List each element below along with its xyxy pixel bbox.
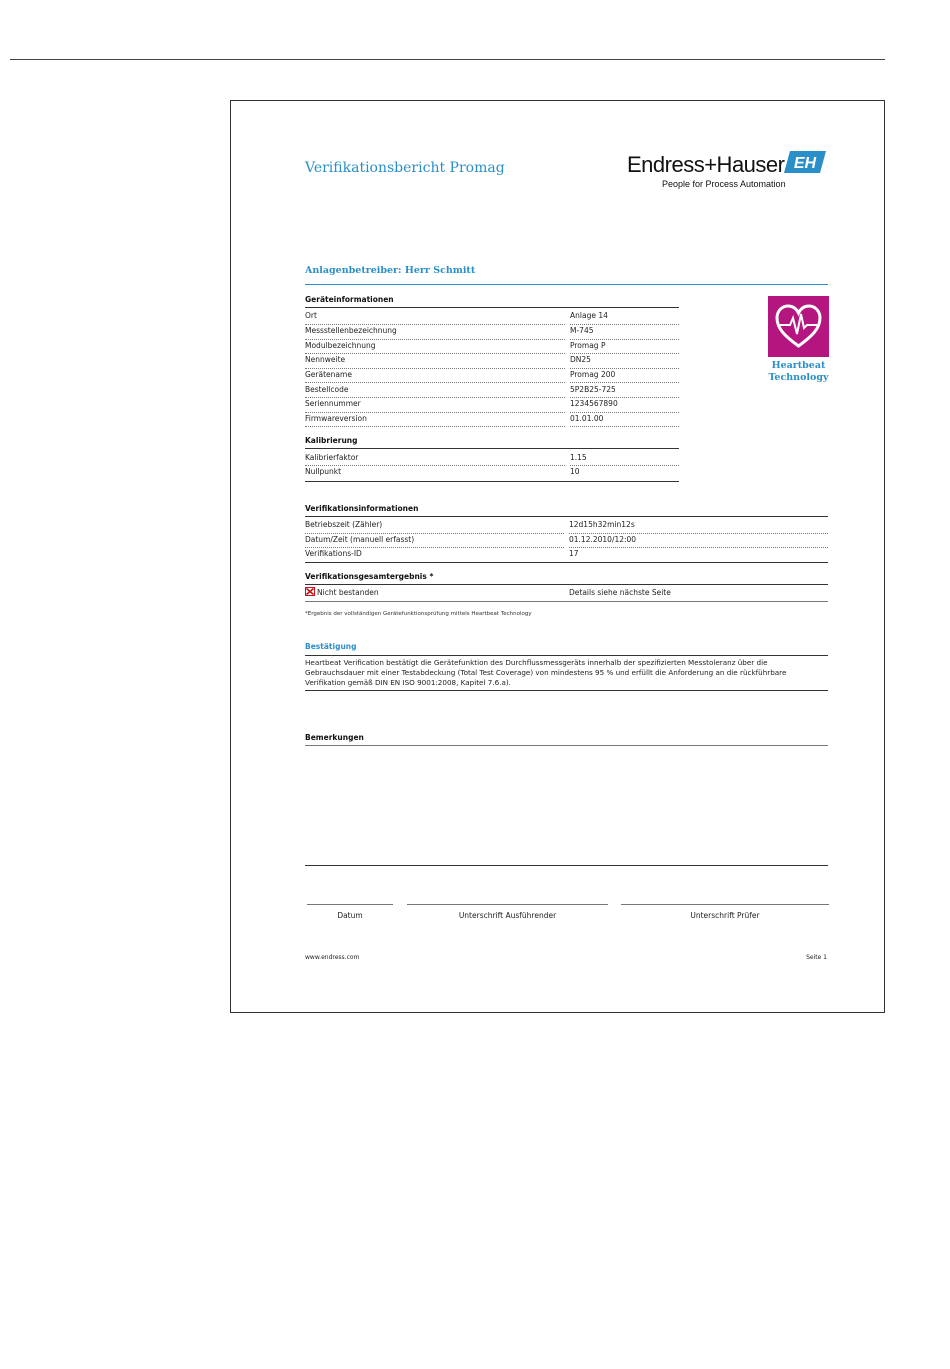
device-info-value: M-745	[570, 326, 594, 335]
operator-heading: Anlagenbetreiber: Herr Schmitt	[305, 265, 476, 276]
row-divider	[305, 353, 565, 354]
verification-report	[230, 100, 885, 1013]
row-divider	[305, 368, 565, 369]
overall-result-status: Nicht bestanden	[317, 588, 379, 597]
row-divider	[570, 465, 679, 466]
remarks-area[interactable]	[305, 747, 828, 865]
row-divider	[305, 465, 565, 466]
overall-result-rule	[305, 584, 828, 585]
row-divider	[305, 533, 564, 534]
device-info-label: Modulbezeichnung	[305, 341, 376, 350]
footer-page-number: Seite 1	[806, 954, 827, 961]
device-info-value: Anlage 14	[570, 311, 608, 320]
device-info-value: DN25	[570, 355, 591, 364]
row-divider	[305, 339, 565, 340]
verification-info-heading: Verifikationsinformationen	[305, 504, 419, 513]
verification-info-value: 17	[569, 549, 579, 558]
device-info-value: 01.01.00	[570, 414, 604, 423]
calibration-heading: Kalibrierung	[305, 436, 358, 445]
device-info-label: Nennweite	[305, 355, 346, 364]
verification-info-label: Datum/Zeit (manuell erfasst)	[305, 535, 415, 544]
verification-info-label: Betriebszeit (Zähler)	[305, 520, 383, 529]
brand-tagline: People for Process Automation	[662, 179, 786, 189]
row-divider	[305, 382, 565, 383]
device-info-label: Gerätename	[305, 370, 352, 379]
device-info-value: Promag P	[570, 341, 606, 350]
row-divider	[570, 324, 679, 325]
signature-inspector-label: Unterschrift Prüfer	[690, 911, 760, 920]
row-divider	[570, 397, 679, 398]
row-divider	[570, 412, 679, 413]
device-info-label: Firmwareversion	[305, 414, 367, 423]
signature-line-date	[307, 904, 393, 905]
row-divider	[570, 353, 679, 354]
overall-result-footnote: *Ergebnis der vollständigen Gerätefunktionsprüfung mittels Heartbeat Technology	[305, 611, 532, 617]
report-title: Verifikationsbericht Promag	[305, 160, 505, 176]
row-divider	[305, 412, 565, 413]
calibration-value: 10	[570, 467, 580, 476]
heartbeat-label	[751, 360, 846, 384]
calibration-value: 1.15	[570, 453, 587, 462]
device-info-value: Promag 200	[570, 370, 616, 379]
row-divider	[570, 382, 679, 383]
remarks-heading: Bemerkungen	[305, 733, 364, 742]
device-info-label: Ort	[305, 311, 317, 320]
verification-info-value: 12d15h32min12s	[569, 520, 635, 529]
device-info-label: Seriennummer	[305, 399, 361, 408]
heartbeat-logo	[768, 296, 829, 357]
svg-text:EH: EH	[793, 155, 817, 172]
calibration-label: Nullpunkt	[305, 467, 342, 476]
overall-result-heading: Verifikationsgesamtergebnis *	[305, 572, 434, 581]
fail-cross-icon	[305, 587, 315, 596]
row-divider	[305, 547, 564, 548]
signature-line-inspector	[621, 904, 829, 905]
verification-info-rule	[305, 516, 828, 517]
confirmation-text: Heartbeat Verification bestätigt die Gerätefunktion des Durchflussmessgeräts innerhalb der spezifizierten Messtoleranz über die Gebrauchsdauer mit einer Testabdeckung (Total Test Coverage) von mindestens 95 % und erfüllt die Anforderung an die rückführbare Verifikation gemäß DIN EN ISO 9001:2008, Kapitel 7.6.a).	[305, 658, 787, 687]
row-divider	[569, 547, 828, 548]
device-info-value: 1234567890	[570, 399, 618, 408]
endress-hauser-logo-icon	[784, 151, 826, 173]
row-divider	[305, 324, 565, 325]
row-divider	[305, 426, 565, 427]
device-info-label: Bestellcode	[305, 385, 349, 394]
calibration-end-rule	[305, 481, 679, 482]
signature-date-label: Datum	[337, 911, 363, 920]
footer-website: www.endress.com	[305, 954, 360, 961]
verification-info-value: 01.12.2010/12:00	[569, 535, 637, 544]
device-info-label: Messstellenbezeichnung	[305, 326, 397, 335]
remarks-rule	[305, 745, 828, 746]
device-info-rule	[305, 307, 679, 308]
signature-executor-label: Unterschrift Ausführender	[458, 911, 557, 920]
confirmation-rule	[305, 655, 828, 656]
heartbeat-heart-icon	[768, 296, 829, 357]
row-divider	[570, 339, 679, 340]
verification-info-end-rule	[305, 562, 828, 563]
verification-info-label: Verifikations-ID	[305, 549, 362, 558]
overall-result-end-rule	[305, 601, 828, 602]
confirmation-end-rule	[305, 690, 828, 691]
row-divider	[569, 533, 828, 534]
brand-name: Endress+Hauser	[627, 152, 785, 177]
confirmation-heading: Bestätigung	[305, 642, 357, 651]
device-info-heading: Geräteinformationen	[305, 295, 394, 304]
heartbeat-label-line1: Heartbeat	[771, 360, 826, 371]
row-divider	[570, 426, 679, 427]
remarks-end-rule	[305, 865, 828, 866]
calibration-rule	[305, 448, 679, 449]
overall-result-detail: Details siehe nächste Seite	[569, 588, 671, 597]
signature-line-executor	[407, 904, 608, 905]
row-divider	[305, 397, 565, 398]
calibration-label: Kalibrierfaktor	[305, 453, 359, 462]
operator-rule	[305, 284, 828, 285]
device-info-value: 5P2B25-725	[570, 385, 616, 394]
row-divider	[570, 368, 679, 369]
page-header-rule	[10, 59, 885, 60]
heartbeat-label-line2: Technology	[768, 372, 829, 383]
